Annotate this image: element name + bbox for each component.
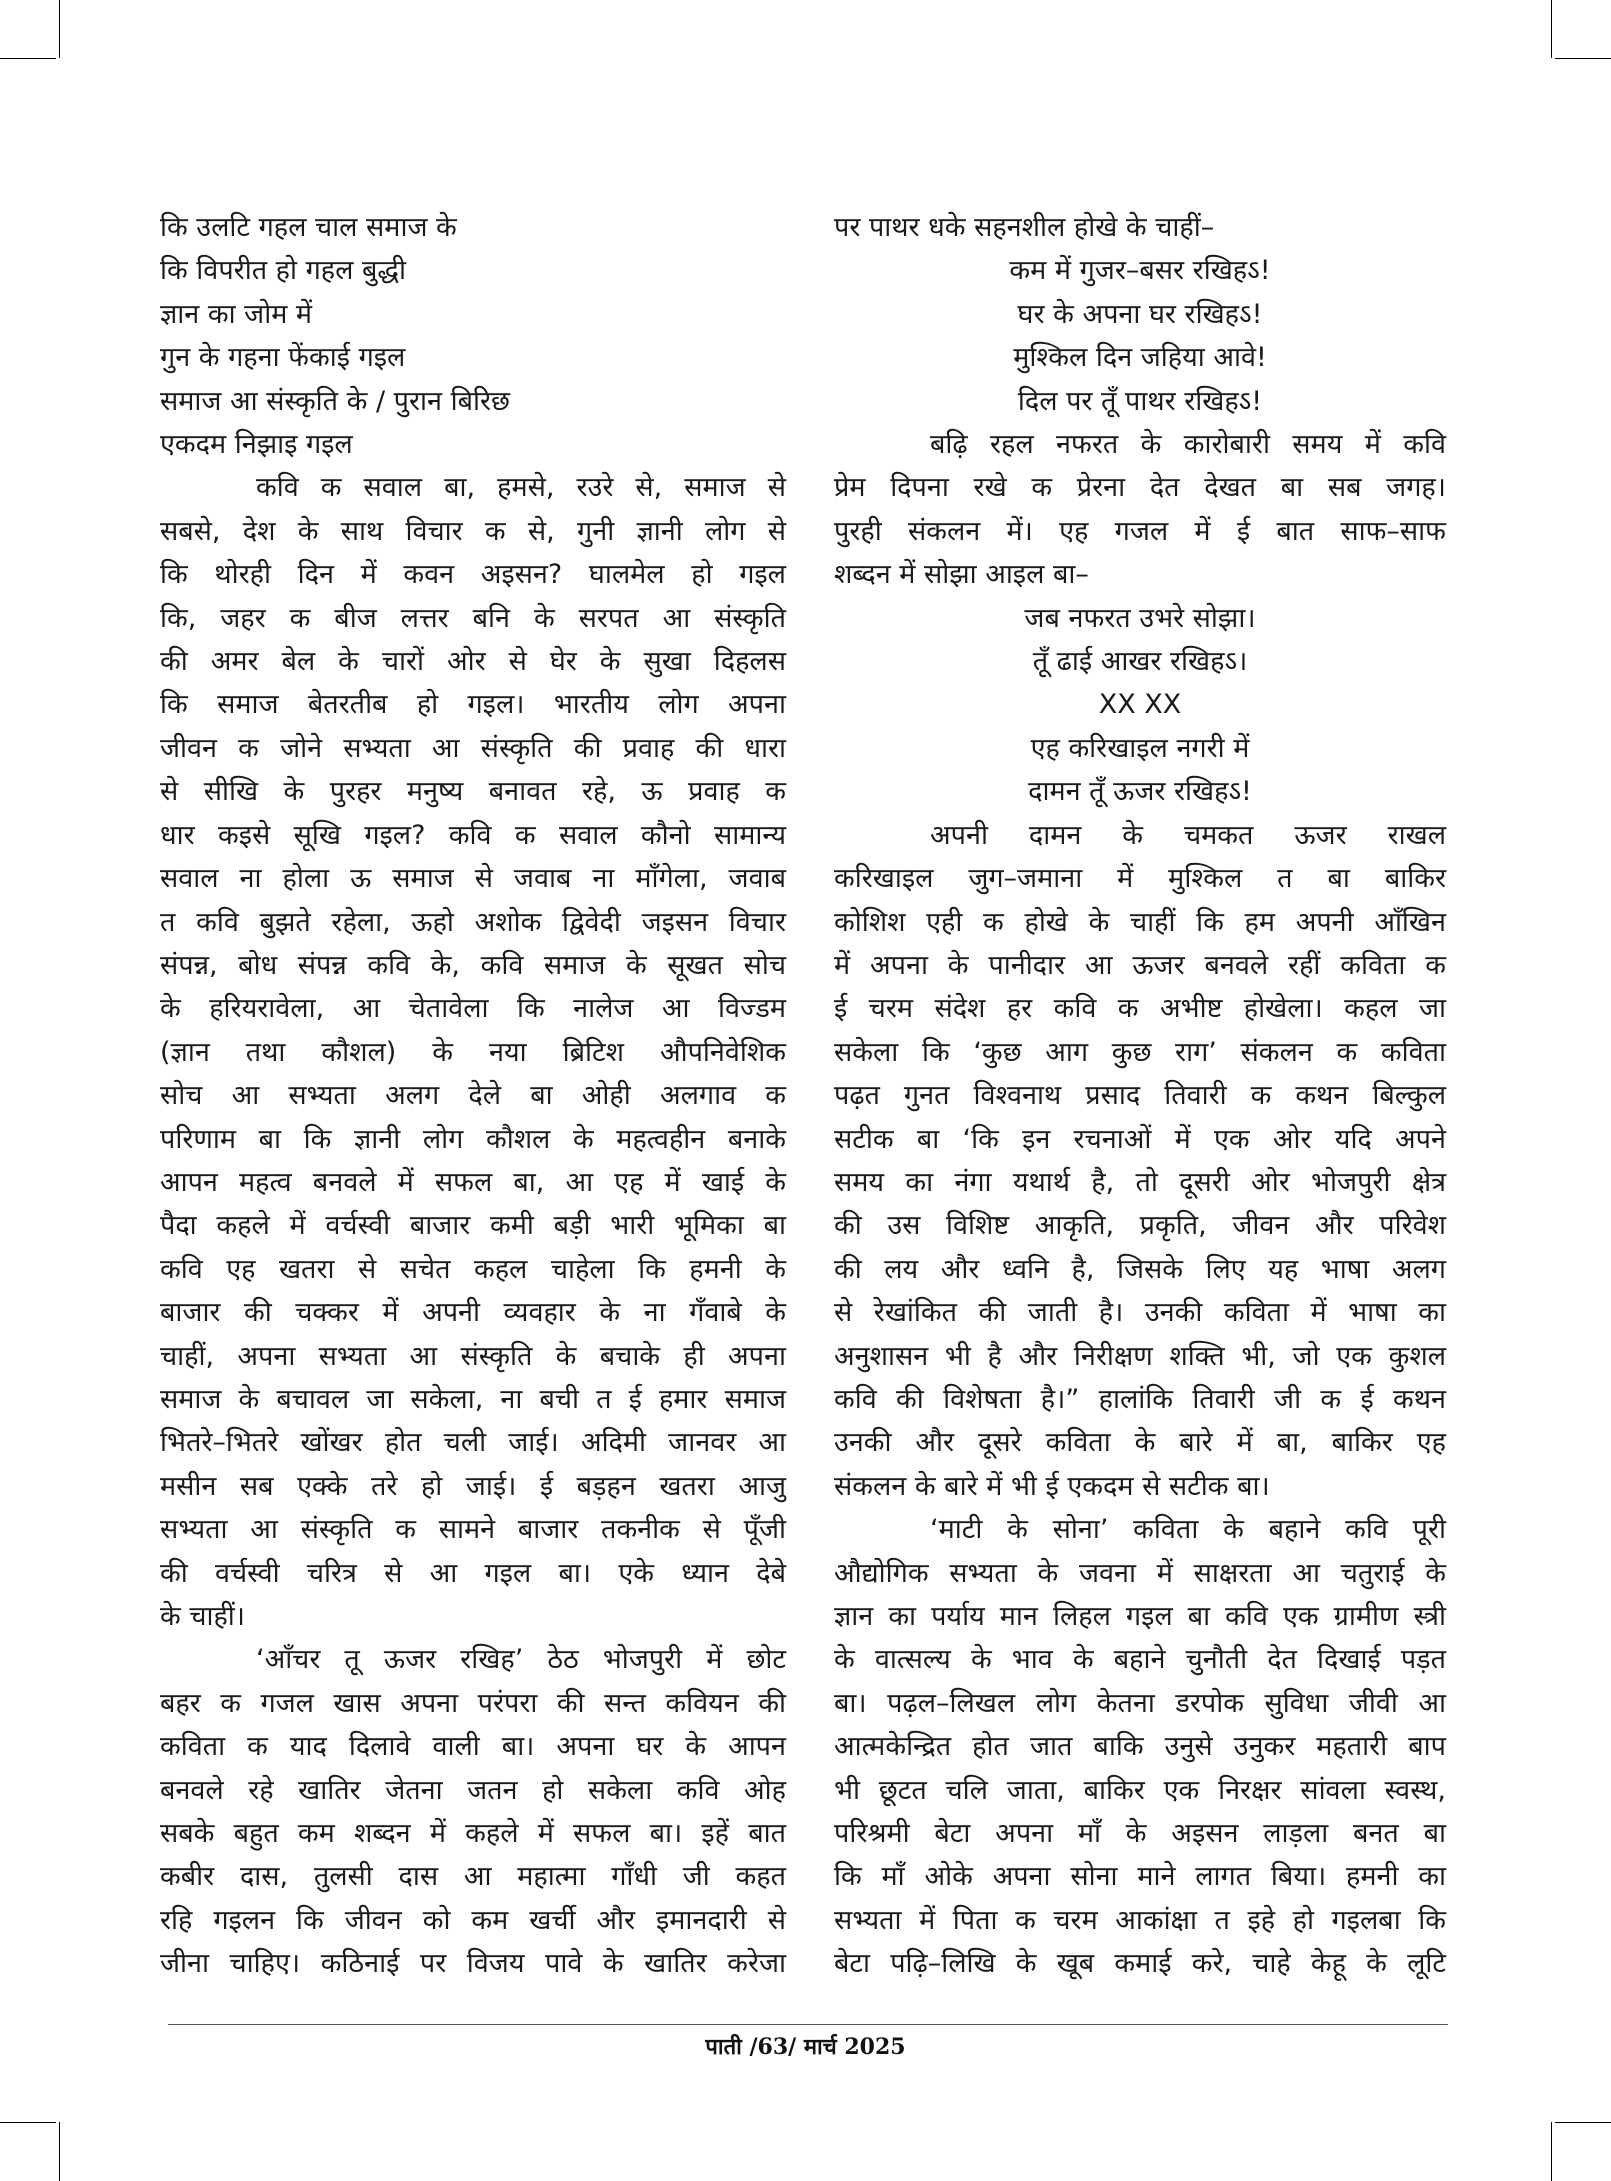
crop-mark [59, 2122, 60, 2181]
crop-mark [1555, 2122, 1611, 2123]
text-line: त कवि बुझते रहेला, ऊहो अशोक द्विवेदी जइसन विचार [160, 906, 786, 938]
text-line: एकदम निझाइ गइल [160, 429, 353, 461]
text-line: शब्दन में सोझा आइल बा– [834, 559, 1089, 591]
text-line: कि, जहर क बीज लत्तर बनि के सरपत आ संस्कृति [160, 602, 786, 634]
text-line: की वर्चस्वी चरित्र से आ गइल बा। एके ध्यान देबे [160, 1557, 786, 1589]
text-line: कवि क सवाल बा, हमसे, रउरे से, समाज से [256, 472, 786, 504]
text-line: बनवले रहे खातिर जेतना जतन हो सकेला कवि ओह [160, 1774, 786, 1806]
text-line: की लय और ध्वनि है, जिसके लिए यह भाषा अलग [834, 1253, 1446, 1285]
text-line: कि समाज बेतरतीब हो गइल। भारतीय लोग अपना [160, 689, 786, 721]
text-line: बाजार की चक्कर में अपनी व्यवहार के ना गँवाबे के [160, 1297, 786, 1329]
text-line: सभ्यता आ संस्कृति क सामने बाजार तकनीक से पूँजी [160, 1514, 786, 1546]
verse-line: एह करिखाइल नगरी में [1030, 732, 1250, 764]
text-line: जीवन क जोने सभ्यता आ संस्कृति की प्रवाह की धारा [160, 732, 786, 764]
text-line: पर पाथर धके सहनशील होखे के चाहीं– [834, 212, 1215, 243]
text-line: बेटा पढ़ि–लिखि के खूब कमाई करे, चाहे केहू के लूटि [834, 1948, 1446, 1980]
footer-divider [168, 2024, 1448, 2025]
text-line: कवि की विशेषता है।” हालांकि तिवारी जी क ई कथन [834, 1383, 1446, 1415]
text-line: कविता क याद दिलावे वाली बा। अपना घर के आपन [160, 1731, 786, 1763]
text-line: बा। पढ़ल–लिखल लोग केतना डरपोक सुविधा जीवी आ [834, 1687, 1446, 1719]
text-line: समाज आ संस्कृति के / पुरान बिरिछ [160, 385, 510, 417]
text-line: संकलन के बारे में भी ई एकदम से सटीक बा। [834, 1470, 1270, 1502]
text-line: भितरे–भितरे खोंखर होत चली जाई। अदिमी जानवर आ [160, 1427, 786, 1459]
text-line: परिणाम बा कि ज्ञानी लोग कौशल के महत्वहीन बनाके [160, 1123, 786, 1155]
text-line: सबसे, देश के साथ विचार क से, गुनी ज्ञानी लोग से [160, 515, 786, 547]
right-text-column [834, 206, 1446, 1986]
text-line: के चाहीं। [160, 1601, 246, 1632]
text-line: ज्ञान का जोम में [160, 298, 313, 330]
verse-line: दिल पर तूँ पाथर रखिहऽ! [1017, 385, 1263, 417]
text-line: धार कइसे सूखि गइल? कवि क सवाल कौनो सामान्य [160, 819, 786, 851]
text-line: परिश्रमी बेटा अपना माँ के अइसन लाड़ला बनत बा [834, 1818, 1446, 1850]
left-text-column [160, 206, 786, 1986]
text-line: समाज के बचावल जा सकेला, ना बची त ई हमार समाज [160, 1383, 786, 1415]
text-line: की उस विशिष्ट आकृति, प्रकृति, जीवन और परिवेश [834, 1210, 1446, 1242]
text-line: सोच आ सभ्यता अलग देले बा ओही अलगाव क [160, 1080, 786, 1112]
crop-mark [0, 2122, 56, 2123]
text-line: प्रेम दिपना रखे क प्रेरना देत देखत बा सब जगह। [834, 472, 1446, 504]
text-line: करिखाइल जुग–जमाना में मुश्किल त बा बाकिर [834, 863, 1446, 895]
text-line: कि उलटि गहल चाल समाज के [160, 212, 457, 243]
crop-mark [59, 0, 60, 58]
crop-mark [0, 58, 56, 59]
text-line: बढ़ि रहल नफरत के कारोबारी समय में कवि [930, 429, 1446, 461]
text-line: मसीन सब एक्के तरे हो जाई। ई बड़हन खतरा आजु [160, 1470, 786, 1502]
text-line: (ज्ञान तथा कौशल) के नया ब्रिटिश औपनिवेशिक [160, 1036, 786, 1068]
text-line: अनुशासन भी है और निरीक्षण शक्ति भी, जो एक कुशल [834, 1340, 1446, 1372]
text-line: संपन्न, बोध संपन्न कवि के, कवि समाज के सूखत सोच [160, 949, 786, 981]
crop-mark [1555, 58, 1611, 59]
text-line: जीना चाहिए। कठिनाई पर विजय पावे के खातिर करेजा [160, 1948, 786, 1980]
text-line: ‘आँचर तू ऊजर रखिह’ ठेठ भोजपुरी में छोट [256, 1644, 786, 1676]
text-line: समय का नंगा यथार्थ है, तो दूसरी ओर भोजपुरी क्षेत्र [834, 1166, 1446, 1198]
text-line: कि थोरही दिन में कवन अइसन? घालमेल हो गइल [160, 559, 786, 591]
text-line: पढ़त गुनत विश्वनाथ प्रसाद तिवारी क कथन बिल्कुल [834, 1080, 1446, 1112]
text-line: की अमर बेल के चारों ओर से घेर के सुखा दिहलस [160, 646, 786, 678]
text-line: ज्ञान का पर्याय मान लिहल गइल बा कवि एक ग्रामीण स्त्री [834, 1601, 1446, 1632]
text-line: भी छूटत चलि जाता, बाकिर एक निरक्षर सांवला स्वस्थ, [834, 1774, 1446, 1806]
text-line: बहर क गजल खास अपना परंपरा की सन्त कवियन की [160, 1687, 786, 1719]
text-line: चाहीं, अपना सभ्यता आ संस्कृति के बचाके ही अपना [160, 1340, 786, 1372]
verse-line: घर के अपना घर रखिहऽ! [1017, 298, 1263, 330]
crop-mark [1551, 0, 1552, 58]
text-line: रहि गइलन कि जीवन को कम खर्ची और इमानदारी से [160, 1904, 786, 1936]
crop-mark [1551, 2122, 1552, 2181]
text-line: से सीखि के पुरहर मनुष्य बनावत रहे, ऊ प्रवाह क [160, 776, 786, 808]
text-line: पुरही संकलन में। एह गजल में ई बात साफ–साफ [834, 515, 1446, 547]
text-line: सबके बहुत कम शब्दन में कहले में सफल बा। इहें बात [160, 1818, 786, 1850]
text-line: से रेखांकित की जाती है। उनकी कविता में भाषा का [834, 1297, 1446, 1329]
page-footer: पाती /63/ मार्च 2025 [705, 2034, 906, 2060]
text-line: अपनी दामन के चमकत ऊजर राखल [930, 819, 1446, 851]
text-line: कि विपरीत हो गहल बुद्धी [160, 255, 406, 287]
verse-line: XX XX [1098, 689, 1182, 721]
text-line: कोशिश एही क होखे के चाहीं कि हम अपनी आँखिन [834, 906, 1446, 938]
verse-line: मुश्किल दिन जहिया आवे! [1013, 342, 1267, 374]
text-line: आत्मकेन्द्रित होत जात बाकि उनुसे उनुकर महतारी बाप [834, 1731, 1446, 1763]
text-line: ‘माटी के सोना’ कविता के बहाने कवि पूरी [930, 1514, 1446, 1546]
text-line: आपन महत्व बनवले में सफल बा, आ एह में खाई के [160, 1166, 786, 1198]
text-line: सभ्यता में पिता क चरम आकांक्षा त इहे हो गइलबा कि [834, 1904, 1446, 1936]
text-line: सटीक बा ‘कि इन रचनाओं में एक ओर यदि अपने [834, 1123, 1446, 1155]
text-line: ई चरम संदेश हर कवि क अभीष्ट होखेला। कहल जा [834, 993, 1446, 1025]
text-line: पैदा कहले में वर्चस्वी बाजार कमी बड़ी भारी भूमिका बा [160, 1210, 786, 1242]
text-line: के हरियरावेला, आ चेतावेला कि नालेज आ विज्डम [160, 993, 786, 1025]
verse-line: तूँ ढाई आखर रखिहऽ। [1032, 646, 1248, 678]
text-line: सकेला कि ‘कुछ आग कुछ राग’ संकलन क कविता [834, 1036, 1446, 1068]
verse-line: जब नफरत उभरे सोझा। [1024, 602, 1256, 634]
text-line: औद्योगिक सभ्यता के जवना में साक्षरता आ चतुराई के [834, 1557, 1446, 1589]
verse-line: कम में गुजर–बसर रखिहऽ! [1009, 255, 1271, 287]
text-line: कबीर दास, तुलसी दास आ महात्मा गाँधी जी कहत [160, 1861, 786, 1893]
verse-line: दामन तूँ ऊजर रखिहऽ! [1028, 776, 1252, 808]
text-line: सवाल ना होला ऊ समाज से जवाब ना माँगेला, जवाब [160, 863, 786, 895]
text-line: में अपना के पानीदार आ ऊजर बनवले रहीं कविता क [834, 949, 1446, 981]
text-line: गुन के गहना फेंकाई गइल [160, 342, 406, 374]
text-line: कवि एह खतरा से सचेत कहल चाहेला कि हमनी के [160, 1253, 786, 1285]
text-line: के वात्सल्य के भाव के बहाने चुनौती देत दिखाई पड़त [834, 1644, 1446, 1676]
text-line: कि माँ ओके अपना सोना माने लागत बिया। हमनी का [834, 1861, 1446, 1893]
text-line: उनकी और दूसरे कविता के बारे में बा, बाकिर एह [834, 1427, 1446, 1459]
